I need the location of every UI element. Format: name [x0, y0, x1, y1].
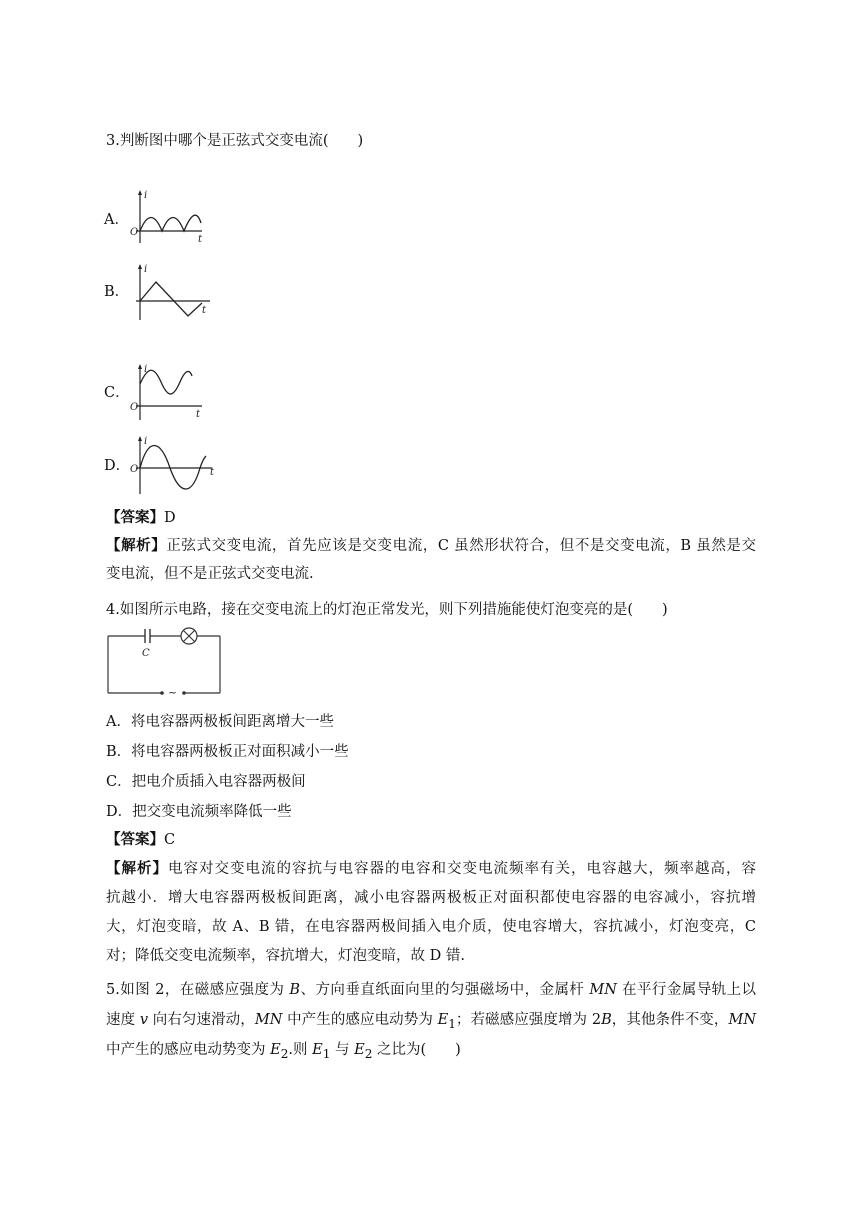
- answer-tag: 【答案】: [106, 831, 164, 848]
- q4-stem: 4.如图所示电路，接在交变电流上的灯泡正常发光，则下列措施能使灯泡变亮的是( ): [106, 602, 668, 618]
- analysis-tag: 【解析】: [106, 860, 168, 877]
- q4-option-d: D．把交变电流频率降低一些: [106, 804, 292, 820]
- q5-stem-line3: 中产生的感应电动势变为 $E_2$.则 $E_1$ 与 $E_2$ 之比为( ): [106, 1042, 461, 1061]
- answer-value: C: [164, 832, 176, 848]
- q4-analysis-line4: 对；降低交变电流频率，容抗增大，灯泡变暗，故 D 错.: [106, 948, 465, 964]
- q4-analysis-line1: 【解析】电容对交变电流的容抗与电容器的电容和交变电流频率有关，电容越大，频率越高，容: [106, 860, 756, 877]
- rectified-sine-graph: [130, 188, 210, 248]
- q3-option-b-label: B．: [104, 284, 130, 300]
- axis-t-label: t: [198, 234, 203, 245]
- q4-option-c: C．把电介质插入电容器两极间: [106, 774, 306, 790]
- axis-i-label: i: [144, 190, 148, 201]
- capacitor-lamp-circuit: [106, 626, 226, 698]
- q4-answer: [106, 830, 175, 850]
- sine-wave-graph: [130, 434, 225, 496]
- q3-analysis-line1: 【解析】正弦式交变电流，首先应该是交变电流，C 虽然形状符合，但不是交变电流，B 虽然是交: [106, 537, 757, 554]
- capacitor-label: C: [142, 648, 150, 659]
- origin-label: O: [130, 402, 139, 413]
- q3-option-c-label: C．: [104, 385, 130, 401]
- q4-analysis-line2: 抗越小．增大电容器两极板间距离，减小电容器两极板正对面积都使电容器的电容减小，容抗增: [106, 890, 756, 906]
- analysis-tag: 【解析】: [106, 537, 167, 554]
- offset-sine-graph: [130, 362, 210, 422]
- q3-answer: [106, 508, 176, 528]
- axis-t-label: t: [196, 409, 201, 420]
- q3-analysis-line2: 变电流，但不是正弦式交变电流.: [106, 566, 314, 582]
- q3-stem: 3.判断图中哪个是正弦式交变电流( ): [106, 133, 364, 149]
- origin-label: O: [130, 464, 139, 475]
- origin-label: O: [130, 227, 139, 238]
- q4-option-a: A．将电容器两极板间距离增大一些: [106, 714, 334, 730]
- axis-i-label: i: [144, 364, 148, 375]
- triangle-wave-graph: [130, 262, 220, 322]
- answer-tag: 【答案】: [106, 509, 164, 526]
- answer-value: D: [164, 510, 176, 526]
- q5-stem-line1: 5.如图 2，在磁感应强度为 B、方向垂直纸面向里的匀强磁场中，金属杆 MN 在平行金属导轨上以: [106, 982, 757, 998]
- ac-source-symbol: ~: [168, 686, 178, 699]
- axis-i-label: i: [144, 436, 148, 447]
- axis-t-label: t: [202, 305, 207, 316]
- axis-i-label: i: [144, 264, 148, 275]
- q3-option-d-label: D．: [104, 458, 131, 474]
- axis-t-label: t: [210, 467, 215, 478]
- q4-option-b: B．将电容器两极板正对面积减小一些: [106, 744, 349, 760]
- q5-stem-line2: 速度 v 向右匀速滑动，MN 中产生的感应电动势为 $E_1$；若磁感应强度增为 2B，其他条件不变，MN: [106, 1012, 757, 1031]
- q4-analysis-line3: 大，灯泡变暗，故 A、B 错，在电容器两极间插入电介质，使电容增大，容抗减小，灯泡变亮，C: [106, 919, 756, 935]
- q3-option-a-label: A．: [104, 212, 129, 228]
